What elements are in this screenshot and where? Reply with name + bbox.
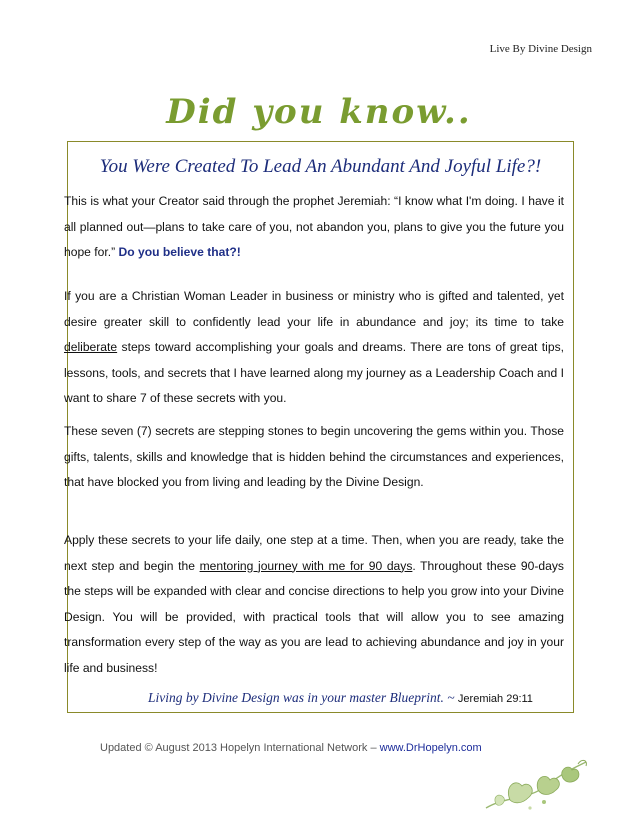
mentoring-journey-link[interactable]: mentoring journey with me for 90 days	[199, 558, 413, 573]
quote-reference: Jeremiah 29:11	[457, 693, 533, 705]
deliberate-link[interactable]: deliberate	[64, 340, 118, 354]
paragraph-apply-secrets-text-b: . Throughout these 90-days the steps will be expanded with clear and concise directions to help you grow into your Divine Design. You will be provided, with practical tools that will allow you to see amazing transformation every step of the way as you are lead to achieving abundance and joy in your life and business!	[64, 558, 564, 675]
quote-separator: ~	[443, 690, 458, 705]
subtitle: You Were Created To Lead An Abundant And Joyful Life?!	[99, 156, 542, 177]
believe-question: Do you believe that?!	[118, 245, 241, 259]
paragraph-christian-leader-text-a: If you are a Christian Woman Leader in business or ministry who is gifted and talented, yet desire greater skill to confidently lead your life in abundance and joy; its time to take	[64, 289, 564, 329]
page-title: Did you know..	[166, 92, 472, 132]
header-brand: Live By Divine Design	[489, 43, 592, 55]
paragraph-apply-secrets-text-a: Apply these secrets to your life daily, one step at a time. Then, when you are ready, take the next step and begin the	[64, 533, 564, 573]
website-link[interactable]: www.DrHopelyn.com	[379, 742, 482, 754]
blueprint-quote	[148, 690, 533, 706]
paragraph-christian-leader	[64, 284, 564, 412]
footer-text: Updated © August 2013 Hopelyn International Network –	[100, 742, 380, 754]
vine-leaf-icon	[482, 756, 592, 816]
quote-text: Living by Divine Design was in your master Blueprint.	[148, 690, 444, 705]
paragraph-seven-secrets: These seven (7) secrets are stepping stones to begin uncovering the gems within you. Those gifts, talents, skills and knowledge that is hidden behind the circumstances and experiences, that have blocked you from living and leading by the Divine Design.	[64, 424, 564, 489]
paragraph-jeremiah	[64, 189, 564, 266]
paragraph-apply-secrets	[64, 528, 564, 681]
paragraph-jeremiah-text: This is what your Creator said through the prophet Jeremiah: “I know what I'm doing. I have it all planned out—plans to take care of you, not abandon you, plans to give you the future you hope for.”	[64, 194, 564, 259]
footer-updated	[100, 742, 482, 754]
paragraph-christian-leader-text-b: steps toward accomplishing your goals and dreams. There are tons of great tips, lessons, tools, and secrets that I have learned along my journey as a Leadership Coach and I want to share 7 of these secrets with you.	[64, 340, 564, 405]
